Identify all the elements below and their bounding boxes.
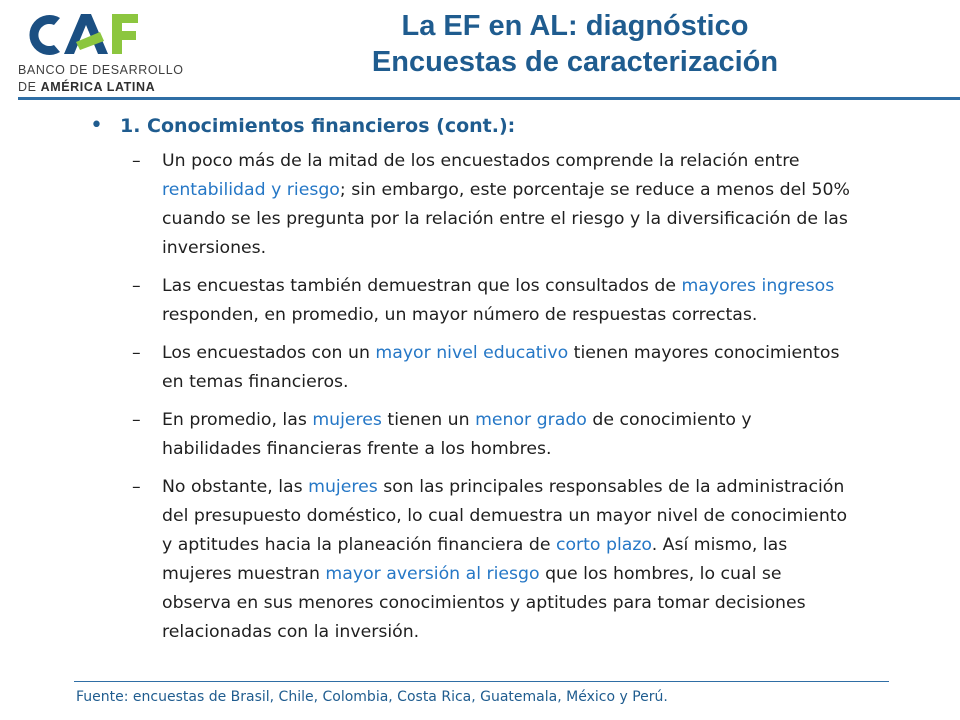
header-divider [18, 97, 960, 100]
slide-title-line2: Encuestas de caracterización [371, 46, 779, 78]
logo-subtitle-prefix: DE [18, 80, 37, 94]
footer-divider [74, 681, 889, 682]
body-text: . Así mismo, las mujeres muestran [162, 535, 788, 584]
dash-bullet-icon: – [132, 477, 141, 497]
body-text: tienen un [381, 410, 476, 430]
highlighted-term: corto plazo [555, 535, 652, 555]
body-text: responden, en promedio, un mayor número de respuestas correctas. [162, 305, 758, 325]
body-text: de conocimiento y habilidades financieras frente a los hombres. [162, 410, 752, 459]
body-text: que los hombres, lo cual se observa en sus menores conocimientos y aptitudes para tomar decisiones relacionadas con la inversión. [162, 564, 806, 642]
body-text: Los encuestados con un [162, 343, 376, 363]
logo-subtitle-line2 [18, 80, 155, 94]
source-footnote: Fuente: encuestas de Brasil, Chile, Colombia, Costa Rica, Guatemala, México y Perú. [76, 689, 668, 705]
body-text: Las encuestas también demuestran que los consultados de [162, 276, 682, 296]
highlighted-term: mayor nivel educativo [375, 343, 569, 363]
slide-content [90, 115, 850, 656]
sub-bullet-item [90, 406, 850, 464]
sub-bullet-item [90, 339, 850, 397]
dash-bullet-icon: – [132, 410, 141, 430]
sub-bullet-item [90, 147, 850, 263]
sub-bullet-item [90, 272, 850, 330]
logo-subtitle-line1: BANCO DE DESARROLLO [18, 63, 184, 77]
logo-subtitle-bold: AMÉRICA LATINA [40, 80, 156, 94]
slide-title [275, 8, 875, 80]
body-text: son las principales responsables de la administración del presupuesto doméstico, lo cual demuestra un mayor nivel de conocimiento y aptitudes hacia la planeación financiera de [162, 477, 848, 555]
section-heading: 1. Conocimientos financieros (cont.): [120, 115, 516, 137]
highlighted-term: mujeres [308, 477, 378, 497]
bullet-dot-icon: • [90, 113, 103, 138]
dash-bullet-icon: – [132, 343, 141, 363]
sub-bullet-list [90, 147, 850, 647]
sub-bullet-item [90, 473, 850, 647]
highlighted-term: mujeres [312, 410, 382, 430]
body-text: No obstante, las [162, 477, 309, 497]
dash-bullet-icon: – [132, 151, 141, 171]
highlighted-term: rentabilidad y riesgo [162, 180, 340, 200]
caf-logo-mark [14, 10, 164, 60]
body-text: tienen mayores conocimientos en temas financieros. [162, 343, 840, 392]
slide-title-line1: La EF en AL: diagnóstico [401, 10, 749, 42]
highlighted-term: mayores ingresos [681, 276, 835, 296]
caf-logo [14, 10, 234, 96]
body-text: Un poco más de la mitad de los encuestados comprende la relación entre [162, 151, 800, 171]
highlighted-term: mayor aversión al riesgo [325, 564, 540, 584]
dash-bullet-icon: – [132, 276, 141, 296]
section-bullet [90, 115, 850, 137]
highlighted-term: menor grado [475, 410, 587, 430]
body-text: ; sin embargo, este porcentaje se reduce a menos del 50% cuando se les pregunta por la relación entre el riesgo y la diversificación de las inversiones. [162, 180, 850, 258]
body-text: En promedio, las [162, 410, 313, 430]
